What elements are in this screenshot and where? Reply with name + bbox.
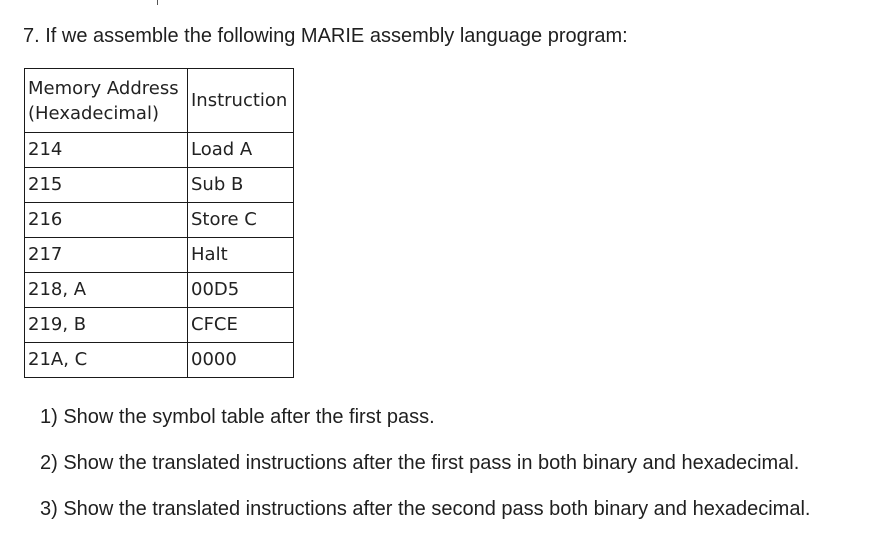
address-cell: 218, A [25,273,188,308]
table-row [25,308,294,343]
question-heading: 7. If we assemble the following MARIE assembly language program: [23,25,628,47]
instruction-cell: Store C [188,203,294,238]
instruction-cell: Halt [188,238,294,273]
instruction-cell: 0000 [188,343,294,378]
program-table [24,68,294,378]
address-cell: 215 [25,168,188,203]
instruction-cell: 00D5 [188,273,294,308]
address-cell: 214 [25,133,188,168]
instruction-cell: CFCE [188,308,294,343]
task-item-second-pass: 3) Show the translated instructions after the second pass both binary and hexadecimal. [40,498,811,520]
table-row [25,203,294,238]
table-header-row [25,69,294,133]
address-cell: 216 [25,203,188,238]
address-cell: 21A, C [25,343,188,378]
header-address-line2: (Hexadecimal) [28,102,159,124]
header-address-line1: Memory Address [28,77,179,99]
address-cell: 217 [25,238,188,273]
table-row [25,238,294,273]
address-cell: 219, B [25,308,188,343]
instruction-cell: Sub B [188,168,294,203]
table-row [25,273,294,308]
header-instruction: Instruction [188,69,294,133]
task-item-symbol-table: 1) Show the symbol table after the first pass. [40,406,435,428]
instruction-cell: Load A [188,133,294,168]
header-memory-address [25,69,188,133]
task-list [40,402,810,540]
top-edge-tick [157,0,158,5]
table-row [25,343,294,378]
table-row [25,168,294,203]
task-item-first-pass: 2) Show the translated instructions after the first pass in both binary and hexadecimal. [40,452,800,474]
table-row [25,133,294,168]
